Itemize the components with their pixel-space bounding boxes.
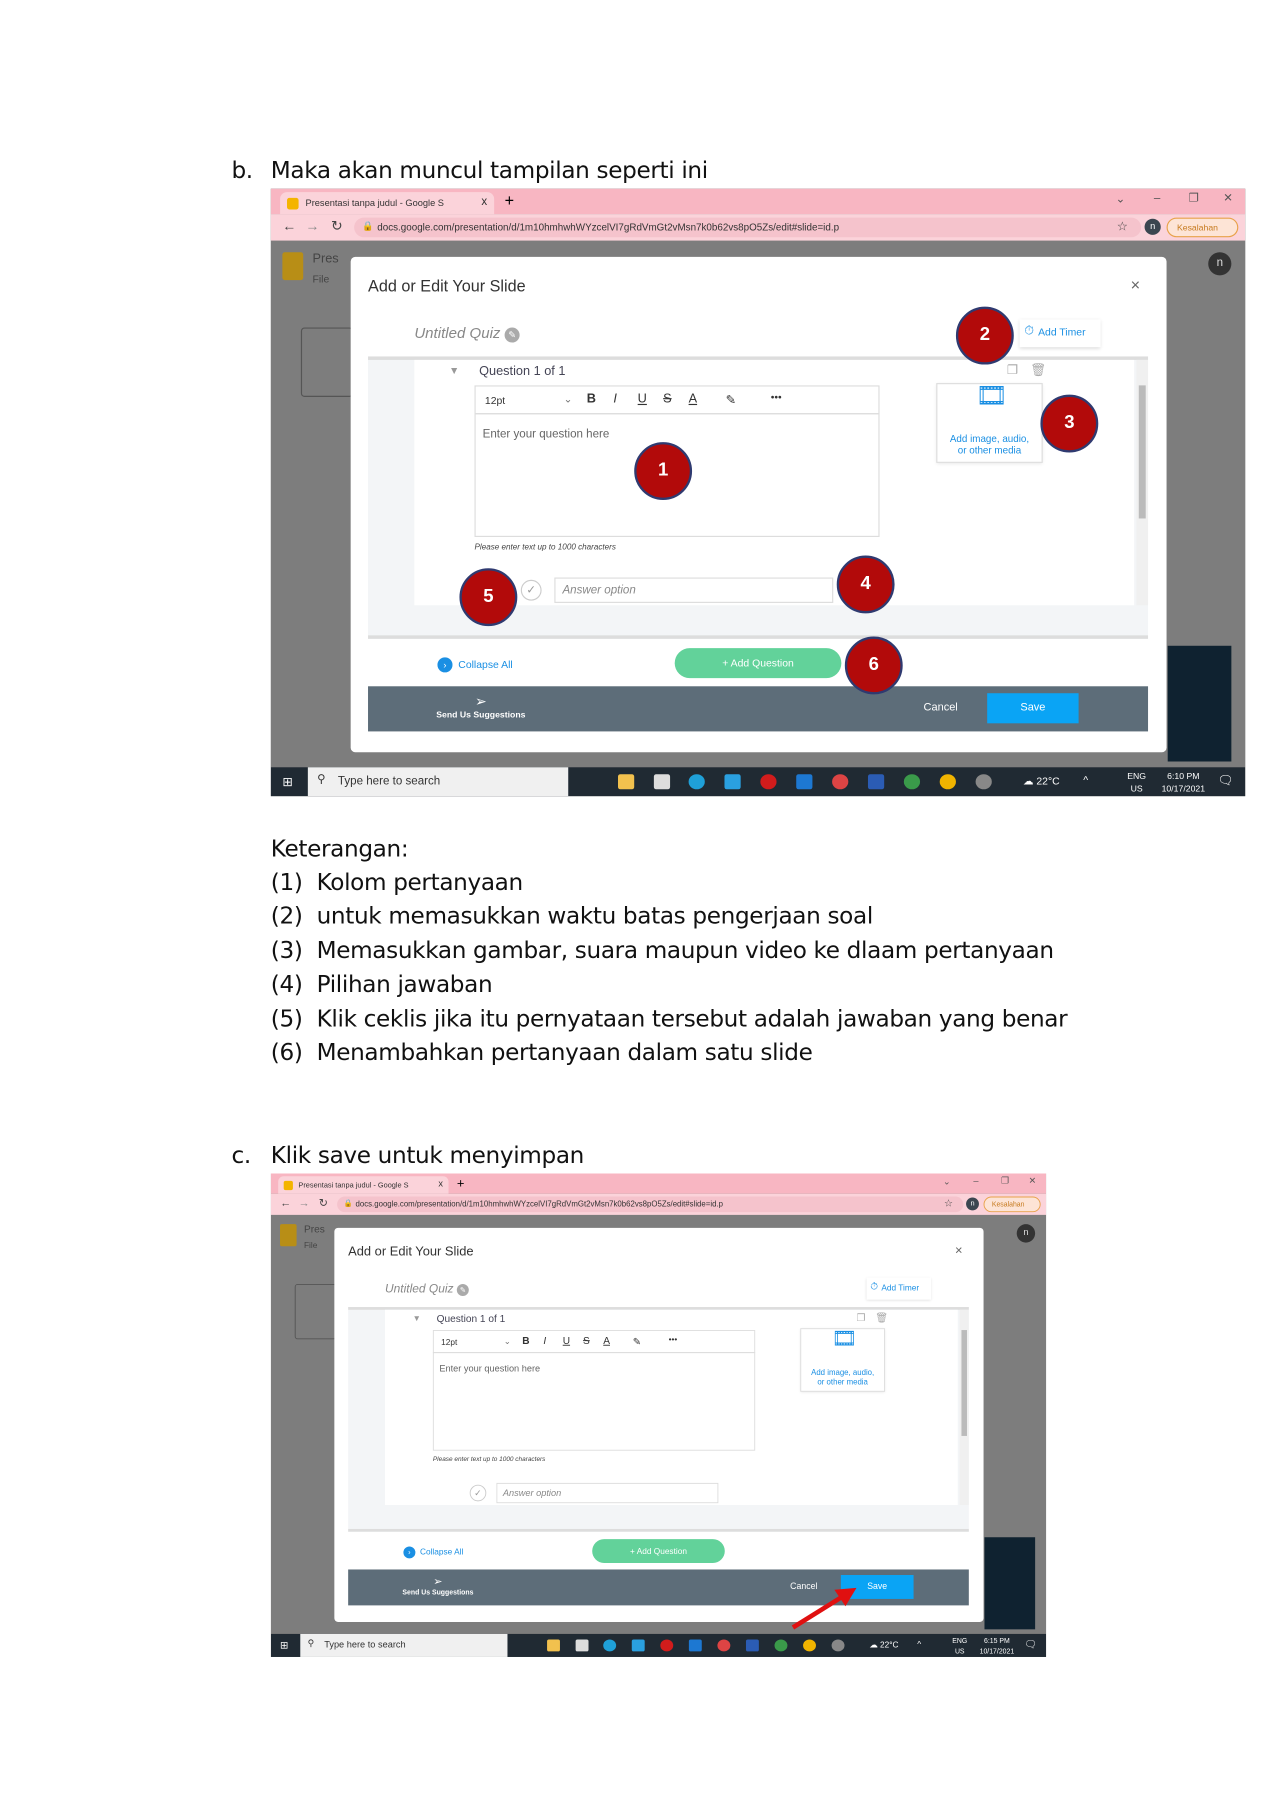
legend-num: (4) [270,969,303,998]
send-suggestions-button[interactable] [426,693,536,720]
stopwatch-icon: ⏱ [1024,324,1035,338]
account-avatar[interactable]: n [1017,1224,1035,1242]
font-size-chevron-icon[interactable]: ⌄ [503,1336,511,1346]
paper-plane-icon: ➢ [475,693,487,710]
add-media-button[interactable] [936,380,1042,463]
bookmark-star-icon[interactable]: ☆ [943,1198,954,1210]
bold-button[interactable]: B [522,1335,530,1347]
font-size-chevron-icon[interactable]: ⌄ [563,393,573,406]
legend-text: Pilihan jawaban [316,969,493,998]
dialog-title: Add or Edit Your Slide [348,1243,474,1259]
heading-b-marker: b. [231,156,253,185]
reload-icon[interactable]: ↻ [318,1196,328,1210]
bookmark-star-icon[interactable]: ☆ [1116,219,1129,234]
legend-num: (6) [270,1038,303,1066]
add-timer-button[interactable] [1020,319,1101,347]
error-button[interactable]: Kesalahan [984,1197,1041,1213]
legend-item [271,902,873,930]
send-suggestions-label: Send Us Suggestions [402,1587,474,1597]
font-size-select[interactable]: 12pt [441,1337,458,1347]
callout-4: 4 [837,556,895,614]
forward-icon[interactable]: → [298,1196,310,1210]
callout-5: 5 [459,568,517,626]
save-button[interactable]: Save [841,1575,914,1599]
time: 6:15 PM [984,1636,1010,1645]
l-app-icon[interactable] [796,774,812,789]
new-tab-button[interactable]: + [456,1175,465,1191]
tab-search-icon[interactable]: ⌄ [943,1177,951,1188]
edit-pencil-icon[interactable]: ✎ [457,1284,469,1296]
menu-file[interactable]: File [303,1240,318,1250]
paper-plane-icon: ➢ [433,1574,443,1588]
minimize-icon[interactable]: – [1153,192,1161,205]
media-label-2: or other media [957,444,1022,456]
tab-search-icon[interactable]: ⌄ [1115,193,1126,206]
region: US [954,1646,965,1656]
url-input[interactable] [354,218,1141,238]
chrome-active-icon[interactable] [976,774,992,789]
save-button[interactable]: Save [987,693,1078,723]
add-question-button[interactable]: + Add Question [592,1539,725,1563]
mail-icon[interactable] [724,774,740,789]
close-tab-icon[interactable]: x [438,1179,444,1190]
profile-avatar[interactable]: n [966,1197,979,1210]
italic-button[interactable]: I [613,392,617,407]
character-limit-hint: Please enter text up to 1000 characters [474,543,616,553]
question-card [414,360,1134,605]
taskbar-search-text: Type here to search [324,1640,406,1651]
language-indicator[interactable] [1127,770,1146,795]
legend-title: Keterangan: [270,834,409,863]
close-dialog-icon[interactable]: × [1130,275,1141,294]
profile-avatar[interactable]: n [1145,219,1161,235]
red-arrow-icon [271,1174,1046,1657]
callout-2: 2 [956,307,1014,365]
word-icon[interactable] [868,774,884,789]
answer-placeholder: Answer option [562,584,636,598]
windows-start-icon[interactable]: ⊞ [282,775,294,790]
dialog-title: Add or Edit Your Slide [368,276,526,296]
lock-icon: 🔒 [362,221,374,232]
duplicate-icon[interactable]: ❐ [856,1312,866,1324]
answer-placeholder: Answer option [502,1488,562,1499]
media-label-2: or other media [817,1377,868,1387]
callout-1: 1 [634,442,692,500]
stopwatch-icon: ⏱ [870,1281,879,1293]
collapse-all-button[interactable] [437,657,512,672]
close-dialog-icon[interactable]: × [955,1242,963,1258]
media-icon: 🎞 [831,1326,858,1350]
temperature: 22°C [1036,775,1060,787]
region: US [1130,783,1143,794]
reload-icon[interactable]: ↻ [330,217,343,234]
lock-icon: 🔒 [343,1199,353,1208]
close-window-icon[interactable]: ✕ [1223,192,1233,205]
media-icon: 🎞 [975,380,1008,410]
edge-icon[interactable] [689,774,705,789]
url-text: docs.google.com/presentation/d/1m10hmhwhWYzcelVI7gRdVmGt2vMsn7k0b62vs8pO5Zs/edit#slide=id.p [355,1199,723,1209]
slides-logo-icon [282,252,303,280]
taskbar-search-text: Type here to search [337,775,441,789]
back-icon[interactable]: ← [280,1196,292,1210]
weather[interactable]: ☁ 22°C [869,1640,899,1650]
font-size-select[interactable]: 12pt [484,394,506,407]
callout-3: 3 [1040,395,1098,453]
browser-tab[interactable] [280,192,494,214]
quiz-title-text: Untitled Quiz [384,1281,454,1296]
date: 10/17/2021 [1161,783,1206,794]
more-options-button[interactable]: ••• [770,391,782,403]
legend-item [271,868,523,896]
clock[interactable] [1157,770,1209,795]
strikethrough-button[interactable]: S [582,1335,590,1347]
presentation-title: Pres [312,252,339,267]
add-timer-label: Add Timer [1038,326,1086,338]
collapse-all-label: Collapse All [458,658,513,671]
slide-thumbnail[interactable] [301,328,353,397]
answer-option-input[interactable] [554,577,833,602]
scrollbar-thumb[interactable] [1139,385,1146,518]
more-options-button[interactable]: ••• [668,1334,678,1344]
file-explorer-icon[interactable] [618,774,634,789]
address-bar-row [271,214,1245,241]
legend-item [271,970,492,998]
weather[interactable]: ☁ 22°C [1023,775,1060,787]
callout-6: 6 [845,637,903,695]
back-icon[interactable]: ← [282,217,297,234]
lang: ENG [952,1636,968,1645]
taskbar-search[interactable] [308,767,568,796]
tab-title: Presentasi tanpa judul - Google S [305,197,444,209]
windows-taskbar [271,767,1245,796]
heading-c-marker: c. [231,1141,251,1169]
panel-scrollbar[interactable] [1136,360,1148,605]
legend-num: (3) [270,936,303,965]
lang: ENG [1127,770,1147,782]
new-tab-button[interactable]: + [504,190,515,210]
cancel-button[interactable]: Cancel [790,1581,818,1592]
screenshot-add-edit-slide [271,189,1245,797]
collapse-question-icon[interactable]: ▼ [412,1313,421,1323]
text-color-button[interactable]: A [688,392,698,407]
screenshot-save-inner [271,1174,1046,1657]
send-suggestions-label: Send Us Suggestions [436,709,526,720]
trash-icon[interactable]: 🗑 [874,1312,888,1324]
legend-num: (1) [270,867,303,896]
legend-text: untuk memasukkan waktu batas pengerjaan soal [316,901,873,930]
highlight-button[interactable]: ✎ [725,393,737,408]
close-tab-icon[interactable]: x [481,195,488,209]
presentation-title: Pres [303,1224,325,1236]
quiz-title-text: Untitled Quiz [414,324,501,342]
notification-icon[interactable]: 🗨 [1217,774,1234,789]
restore-icon[interactable]: ❐ [1188,192,1199,205]
quiz-title[interactable] [414,324,519,343]
time: 6:10 PM [1167,770,1200,782]
character-limit-hint: Please enter text up to 1000 characters [432,1456,546,1463]
windows-start-icon[interactable]: ⊞ [280,1640,289,1652]
text-color-button[interactable]: A [603,1335,611,1347]
duplicate-icon[interactable]: ❐ [1006,363,1019,378]
cancel-button[interactable]: Cancel [923,701,958,715]
temperature: 22°C [879,1640,899,1650]
italic-button[interactable]: I [543,1335,547,1347]
edit-pencil-icon[interactable]: ✎ [505,328,520,343]
url-text: docs.google.com/presentation/d/1m10hmhwhWYzcelVI7gRdVmGt2vMsn7k0b62vs8pO5Zs/edit#slide=id.p [377,221,840,233]
correct-answer-checkbox[interactable]: ✓ [521,580,542,601]
legend-item [271,1038,813,1066]
collapse-question-icon[interactable]: ▼ [449,364,460,377]
opera-icon[interactable] [760,774,776,789]
chevron-right-icon: › [437,657,452,672]
legend-item [271,1005,1067,1033]
menu-file[interactable]: File [312,273,330,285]
question-placeholder: Enter your question here [439,1364,541,1375]
search-icon: ⚲ [317,773,326,786]
media-label-1: Add image, audio, [949,432,1030,445]
slides-icon [287,198,299,210]
minimize-icon[interactable]: – [973,1176,979,1187]
legend-text: Memasukkan gambar, suara maupun video ke dlaam pertanyaan [316,936,1054,965]
chrome-icon[interactable] [832,774,848,789]
bold-button[interactable]: B [586,392,596,407]
tray-chevron-icon[interactable]: ^ [917,1639,922,1649]
trash-icon[interactable]: 🗑 [1029,363,1047,378]
legend-num: (5) [270,1004,303,1033]
text-toolbar [474,385,879,414]
add-question-button[interactable]: + Add Question [675,648,842,678]
heading-c: Klik save untuk menyimpan [270,1141,585,1169]
heading-b: Maka akan muncul tampilan seperti ini [270,156,708,185]
legend-text: Menambahkan pertanyaan dalam satu slide [316,1038,813,1066]
notification-icon[interactable]: 🗨 [1024,1639,1037,1651]
close-window-icon[interactable]: ✕ [1028,1176,1037,1187]
collapse-all-label: Collapse All [419,1547,464,1557]
legend-num: (2) [270,901,303,930]
account-avatar[interactable]: n [1208,252,1231,275]
legend-text: Kolom pertanyaan [316,867,523,896]
strikethrough-button[interactable]: S [663,392,672,407]
browser-tab-bar [271,189,1245,214]
side-panel [1168,646,1232,762]
date: 10/17/2021 [979,1646,1015,1656]
error-button[interactable]: Kesalahan [1167,218,1239,238]
tab-title: Presentasi tanpa judul - Google S [298,1180,409,1190]
screenshot-save [271,1174,1046,1658]
add-edit-slide-dialog [351,257,1167,752]
dialog-footer [368,686,1148,731]
media-label-1: Add image, audio, [811,1367,875,1378]
forward-icon[interactable]: → [305,217,320,234]
add-timer-label: Add Timer [881,1283,920,1293]
question-header: Question 1 of 1 [479,364,566,379]
legend-text: Klik ceklis jika itu pernyataan tersebut adalah jawaban yang benar [316,1004,1068,1033]
chrome-profile-icon[interactable] [904,774,920,789]
tray-chevron-icon[interactable]: ^ [1083,774,1089,786]
search-icon: ⚲ [307,1638,315,1649]
underline-button[interactable]: U [637,392,647,407]
chrome-icon-2[interactable] [940,774,956,789]
store-icon[interactable] [654,774,670,789]
restore-icon[interactable]: ❐ [1001,1176,1010,1187]
highlight-button[interactable]: ✎ [632,1336,642,1348]
question-placeholder: Enter your question here [482,428,610,441]
correct-answer-checkbox[interactable]: ✓ [470,1485,487,1502]
legend-item [271,936,1054,964]
question-header: Question 1 of 1 [436,1313,506,1325]
underline-button[interactable]: U [562,1335,571,1347]
chevron-right-icon: › [403,1546,415,1558]
